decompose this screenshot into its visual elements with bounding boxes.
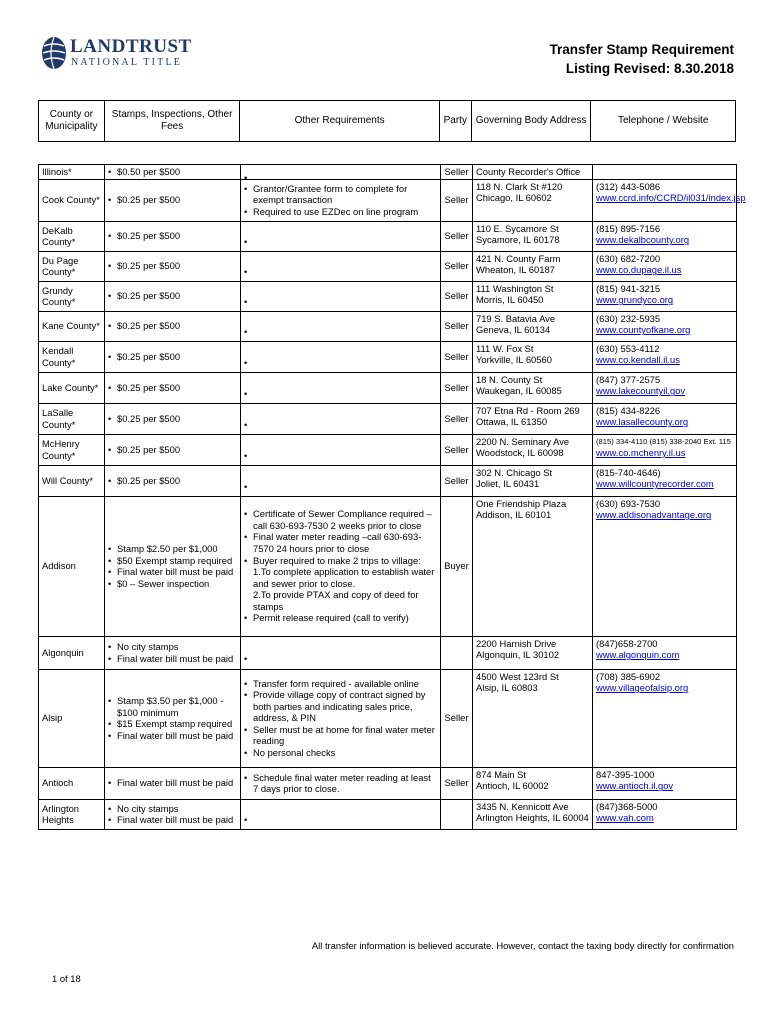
table-row — [39, 496, 737, 636]
phone-number: (815) 941-3215 — [596, 282, 661, 294]
telephone-cell — [593, 165, 737, 180]
party-cell: Seller — [441, 165, 473, 180]
party-cell: Seller — [441, 221, 473, 251]
address-line: County Recorder's Office — [476, 166, 581, 177]
requirements-cell — [241, 281, 441, 311]
fee-item: • Stamp $3.50 per $1,000 - $100 minimum — [108, 695, 237, 718]
website-link[interactable]: www.co.mchenry.il.us — [596, 447, 686, 459]
table-row — [39, 251, 737, 281]
fee-item: • $0.25 per $500 — [108, 290, 237, 302]
header-fees: Stamps, Inspections, Other Fees — [105, 101, 241, 141]
requirements-cell — [241, 496, 441, 636]
table-row — [39, 669, 737, 767]
address-line: Alsip, IL 60803 — [476, 682, 538, 694]
address-cell — [473, 465, 593, 496]
website-link[interactable]: www.willcountyrecorder.com — [596, 478, 714, 490]
fee-item: • $50 Exempt stamp required — [108, 555, 237, 567]
requirements-cell — [241, 311, 441, 341]
address-cell — [473, 403, 593, 434]
address-line: Arlington Heights, IL 60004 — [476, 812, 589, 824]
requirements-cell — [241, 403, 441, 434]
phone-number: (815) 334-4110 (815) 338-2040 Ext. 115 — [596, 436, 731, 446]
address-cell — [473, 636, 593, 669]
party-cell: Seller — [441, 372, 473, 403]
party-cell: Buyer — [441, 496, 473, 636]
address-cell — [473, 281, 593, 311]
fee-item: • $0.25 per $500 — [108, 260, 237, 272]
fee-item: • $0.25 per $500 — [108, 194, 237, 206]
address-cell — [473, 372, 593, 403]
fees-cell — [105, 311, 241, 341]
requirements-cell — [241, 799, 441, 829]
address-line: Yorkville, IL 60560 — [476, 354, 552, 366]
requirement-item: • Buyer required to make 2 trips to village: — [244, 555, 437, 567]
requirements-cell — [241, 434, 441, 465]
phone-number: (312) 443-5086 — [596, 180, 661, 192]
phone-number: (630) 553-4112 — [596, 342, 660, 354]
address-line: Woodstock, IL 60098 — [476, 447, 564, 459]
requirements-cell — [241, 341, 441, 372]
requirement-subitem: 2.To provide PTAX and copy of deed for stamps — [253, 589, 419, 612]
party-cell: Seller — [441, 403, 473, 434]
table-row — [39, 311, 737, 341]
requirement-item: • Final water meter reading –call 630-693-7570 24 hours prior to close — [244, 531, 437, 554]
fee-item: • $15 Exempt stamp required — [108, 718, 237, 730]
table-row — [39, 465, 737, 496]
requirement-item: • Provide village copy of contract signed by both parties and indicating sales price, address, & PIN — [244, 689, 437, 724]
party-cell: Seller — [441, 669, 473, 767]
table-row — [39, 372, 737, 403]
requirement-subitem: 1.To complete application to establish water and sewer prior to close. — [253, 566, 435, 589]
requirement-item: • Permit release required (call to verify) — [244, 612, 437, 624]
website-link[interactable]: www.lakecountyil.gov — [596, 385, 686, 397]
table-row — [39, 281, 737, 311]
county-cell: Addison — [39, 496, 105, 636]
address-line: Chicago, IL 60602 — [476, 192, 552, 204]
website-link[interactable]: www.villageofalsip.org — [596, 682, 689, 694]
fees-cell — [105, 251, 241, 281]
county-cell: DeKalb County* — [39, 221, 105, 251]
fees-cell — [105, 496, 241, 636]
address-line: 707 Etna Rd - Room 269 — [476, 404, 580, 416]
address-cell — [473, 341, 593, 372]
address-cell — [473, 221, 593, 251]
fees-cell — [105, 221, 241, 251]
fee-list — [108, 803, 237, 826]
address-cell — [473, 311, 593, 341]
address-line: 719 S. Batavia Ave — [476, 312, 556, 324]
fees-cell — [105, 669, 241, 767]
address-line: 118 N. Clark St #120 — [476, 180, 563, 192]
fee-list — [108, 777, 237, 789]
fee-item: • $0.25 per $500 — [108, 320, 237, 332]
fee-list — [108, 260, 237, 272]
telephone-cell — [593, 434, 737, 465]
fee-item: • $0.25 per $500 — [108, 475, 237, 487]
address-line: Ottawa, IL 61350 — [476, 416, 548, 428]
fee-list — [108, 695, 237, 741]
globe-icon — [40, 34, 68, 72]
website-link[interactable]: www.ccrd.info/CCRD/il031/index.jsp — [596, 192, 746, 204]
header-telephone: Telephone / Website — [617, 115, 709, 126]
website-link[interactable]: www.lasallecounty.org — [596, 416, 689, 428]
county-cell: Algonquin — [39, 636, 105, 669]
fee-item: • Final water bill must be paid — [108, 777, 237, 789]
telephone-cell — [593, 372, 737, 403]
address-line: 3435 N. Kennicott Ave — [476, 800, 569, 812]
telephone-cell — [593, 281, 737, 311]
company-logo — [40, 34, 220, 76]
phone-number: (847)658-2700 — [596, 637, 658, 649]
table-row — [39, 767, 737, 799]
telephone-cell — [593, 251, 737, 281]
address-cell — [473, 799, 593, 829]
party-cell: Seller — [441, 179, 473, 221]
address-line: Antioch, IL 60002 — [476, 780, 549, 792]
title-line-1: Transfer Stamp Requirement — [549, 42, 734, 57]
fee-item: • No city stamps — [108, 803, 237, 815]
county-cell: Will County* — [39, 465, 105, 496]
address-cell — [473, 496, 593, 636]
phone-number: (630) 232-5935 — [596, 312, 661, 324]
document-title — [549, 40, 734, 78]
table-row — [39, 221, 737, 251]
requirement-list — [244, 612, 437, 624]
fees-cell — [105, 799, 241, 829]
telephone-cell — [593, 669, 737, 767]
fees-cell — [105, 403, 241, 434]
phone-number: (630) 682-7200 — [596, 252, 661, 264]
requirements-cell — [241, 221, 441, 251]
requirements-cell — [241, 179, 441, 221]
address-cell — [473, 165, 593, 180]
table-row — [39, 179, 737, 221]
telephone-cell — [593, 496, 737, 636]
table-row — [39, 799, 737, 829]
header-party: Party — [440, 101, 472, 141]
table-row — [39, 434, 737, 465]
fee-list — [108, 320, 237, 332]
address-line: 4500 West 123rd St — [476, 670, 559, 682]
party-cell — [441, 799, 473, 829]
telephone-cell — [593, 403, 737, 434]
party-cell: Seller — [441, 341, 473, 372]
party-cell — [441, 636, 473, 669]
requirement-item: • Transfer form required - available online — [244, 678, 437, 690]
phone-number: 847-395-1000 — [596, 768, 655, 780]
brand-subtitle: NATIONAL TITLE — [71, 57, 183, 68]
address-line: One Friendship Plaza — [476, 497, 567, 509]
address-line: 18 N. County St — [476, 373, 543, 385]
address-cell — [473, 767, 593, 799]
fee-list — [108, 413, 237, 425]
fees-cell — [105, 372, 241, 403]
fee-list — [108, 444, 237, 456]
fee-item: • Stamp $2.50 per $1,000 — [108, 543, 237, 555]
requirement-item: • Certificate of Sewer Compliance required – call 630-693-7530 2 weeks prior to close — [244, 508, 437, 531]
fees-cell — [105, 341, 241, 372]
fee-list — [108, 351, 237, 363]
fee-list — [108, 230, 237, 242]
party-cell: Seller — [441, 281, 473, 311]
county-cell: Alsip — [39, 669, 105, 767]
fees-cell — [105, 636, 241, 669]
phone-number: (708) 385-6902 — [596, 670, 661, 682]
phone-number: (847)368-5000 — [596, 800, 658, 812]
requirement-list — [244, 772, 437, 795]
table-row — [39, 341, 737, 372]
table-row — [39, 636, 737, 669]
address-cell — [473, 434, 593, 465]
address-line: Addison, IL 60101 — [476, 509, 552, 521]
county-cell: Antioch — [39, 767, 105, 799]
fee-list — [108, 543, 237, 589]
requirements-cell — [241, 165, 441, 180]
party-cell: Seller — [441, 767, 473, 799]
phone-number: (847) 377-2575 — [596, 373, 661, 385]
address-line: Morris, IL 60450 — [476, 294, 544, 306]
website-link[interactable]: www.dekalbcounty.org — [596, 234, 690, 246]
website-link[interactable]: www.grundyco.org — [596, 294, 674, 306]
fees-cell — [105, 465, 241, 496]
telephone-cell — [593, 341, 737, 372]
fee-item: • $0.25 per $500 — [108, 444, 237, 456]
telephone-cell — [593, 221, 737, 251]
phone-number: (630) 693-7530 — [596, 497, 661, 509]
header-requirements: Other Requirements — [240, 101, 439, 141]
fees-cell — [105, 434, 241, 465]
county-cell: Arlington Heights — [39, 799, 105, 829]
brand-name: LANDTRUST — [70, 36, 192, 57]
telephone-cell — [593, 767, 737, 799]
requirements-cell — [241, 465, 441, 496]
party-cell: Seller — [441, 434, 473, 465]
fee-item: • Final water bill must be paid — [108, 730, 237, 742]
phone-number: (815-740-4646) — [596, 466, 661, 478]
fee-list — [108, 166, 237, 178]
website-link[interactable]: www.antioch.il.gov — [596, 780, 674, 792]
fee-item: • $0.25 per $500 — [108, 230, 237, 242]
fees-cell — [105, 281, 241, 311]
address-line: 874 Main St — [476, 768, 527, 780]
fee-item: • Final water bill must be paid — [108, 566, 237, 578]
address-line: Joliet, IL 60431 — [476, 478, 540, 490]
website-link[interactable]: www.vah.com — [596, 812, 654, 824]
website-link[interactable]: www.countyofkane.org — [596, 324, 691, 336]
phone-number: (815) 895-7156 — [596, 222, 661, 234]
address-line: Wheaton, IL 60187 — [476, 264, 555, 276]
fees-cell — [105, 165, 241, 180]
address-line: 111 Washington St — [476, 282, 554, 294]
county-cell: Illinois* — [39, 165, 105, 180]
fees-cell — [105, 767, 241, 799]
telephone-cell — [593, 465, 737, 496]
fee-item: • $0.50 per $500 — [108, 166, 237, 178]
address-line: Sycamore, IL 60178 — [476, 234, 560, 246]
county-cell: Cook County* — [39, 179, 105, 221]
phone-number: (815) 434-8226 — [596, 404, 661, 416]
county-cell: Lake County* — [39, 372, 105, 403]
fee-list — [108, 194, 237, 206]
fee-item: • $0.25 per $500 — [108, 413, 237, 425]
fee-item: • No city stamps — [108, 641, 237, 653]
website-link[interactable]: www.co.kendall.il.us — [596, 354, 680, 366]
telephone-cell — [593, 179, 746, 221]
table-row — [39, 403, 737, 434]
address-line: Algonquin, IL 30102 — [476, 649, 560, 661]
address-line: Waukegan, IL 60085 — [476, 385, 562, 397]
fee-item: • Final water bill must be paid — [108, 653, 237, 665]
party-cell: Seller — [441, 251, 473, 281]
website-link[interactable]: www.algonquin.com — [596, 649, 680, 661]
requirement-item: • Required to use EZDec on line program — [244, 206, 437, 218]
transfer-stamp-table — [38, 164, 746, 830]
address-line: Geneva, IL 60134 — [476, 324, 551, 336]
requirements-cell — [241, 372, 441, 403]
table-row — [39, 165, 737, 180]
party-cell: Seller — [441, 465, 473, 496]
requirement-list — [244, 508, 437, 566]
address-cell — [473, 251, 593, 281]
page-number: 1 of 18 — [52, 973, 81, 984]
fee-item: • Final water bill must be paid — [108, 814, 237, 826]
county-cell: Kendall County* — [39, 341, 105, 372]
address-line: 421 N. County Farm — [476, 252, 561, 264]
telephone-cell — [593, 311, 737, 341]
fee-list — [108, 290, 237, 302]
header-county: County or Municipality — [39, 101, 105, 141]
address-line: 2200 N. Seminary Ave — [476, 435, 570, 447]
fee-item: • $0.25 per $500 — [108, 382, 237, 394]
party-cell: Seller — [441, 311, 473, 341]
requirement-list — [244, 183, 437, 218]
county-cell: Kane County* — [39, 311, 105, 341]
requirements-cell — [241, 636, 441, 669]
requirement-list — [244, 678, 437, 759]
requirement-item: • No personal checks — [244, 747, 437, 759]
county-cell: Du Page County* — [39, 251, 105, 281]
fees-cell — [105, 179, 241, 221]
address-line: 2200 Harnish Drive — [476, 637, 557, 649]
telephone-cell — [593, 799, 737, 829]
fee-list — [108, 475, 237, 487]
table-header — [38, 100, 736, 142]
fee-item: • $0 – Sewer inspection — [108, 578, 237, 590]
fee-item: • $0.25 per $500 — [108, 351, 237, 363]
requirements-cell — [241, 251, 441, 281]
requirement-item: • Schedule final water meter reading at least 7 days prior to close. — [244, 772, 437, 795]
website-link[interactable]: www.co.dupage.il.us — [596, 264, 682, 276]
header-address: Governing Body Address — [472, 101, 592, 141]
telephone-cell — [593, 636, 737, 669]
fee-list — [108, 382, 237, 394]
address-cell — [473, 669, 593, 767]
requirement-item: • Grantor/Grantee form to complete for exempt transaction — [244, 183, 437, 206]
county-cell: McHenry County* — [39, 434, 105, 465]
address-line: 111 W. Fox St — [476, 342, 534, 354]
title-line-2: Listing Revised: 8.30.2018 — [565, 61, 734, 76]
address-cell — [473, 179, 593, 221]
website-link[interactable]: www.addisonadvantage.org — [596, 509, 712, 521]
fee-list — [108, 641, 237, 664]
disclaimer: All transfer information is believed accurate. However, contact the taxing body directly for confirmation — [311, 940, 734, 951]
requirements-cell — [241, 767, 441, 799]
county-cell: Grundy County* — [39, 281, 105, 311]
county-cell: LaSalle County* — [39, 403, 105, 434]
requirements-cell — [241, 669, 441, 767]
requirement-item: • Seller must be at home for final water meter reading — [244, 724, 437, 747]
address-line: 110 E. Sycamore St — [476, 222, 559, 234]
address-line: 302 N. Chicago St — [476, 466, 553, 478]
